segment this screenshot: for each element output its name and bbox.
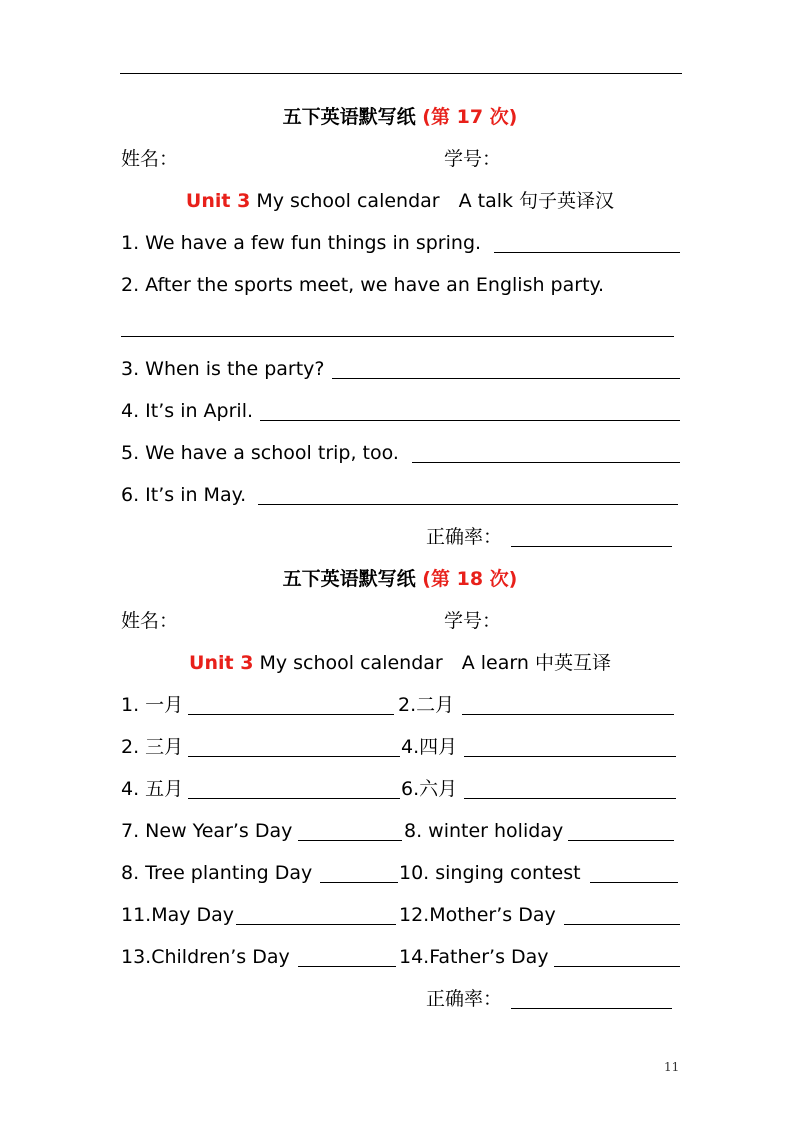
term-right: 14.Father’s Day — [399, 946, 549, 968]
sheet2-title-text: 五下英语默写纸 — [282, 568, 416, 590]
sheet2-accuracy — [0, 981, 800, 1017]
answer-line[interactable] — [121, 336, 674, 337]
answer-line[interactable] — [298, 966, 396, 967]
answer-line[interactable] — [260, 420, 680, 421]
sheet1-unit-title: My school calendar A talk 句子英译汉 — [256, 190, 615, 212]
sheet1-item-text: 3. When is the party? — [121, 358, 325, 380]
answer-line[interactable] — [462, 714, 674, 715]
answer-line[interactable] — [412, 462, 680, 463]
sheet1-item-text: 1. We have a few fun things in spring. — [121, 232, 482, 254]
sheet1-item — [0, 477, 800, 513]
sheet1-name-row — [0, 141, 800, 177]
term-left: 4. 五月 — [121, 778, 184, 800]
sheet1-item — [0, 435, 800, 471]
answer-line[interactable] — [320, 882, 398, 883]
sheet1-item — [0, 393, 800, 429]
term-left: 1. 一月 — [121, 694, 184, 716]
answer-line[interactable] — [564, 924, 680, 925]
answer-line[interactable] — [236, 924, 396, 925]
sheet2-pair-row — [0, 939, 800, 975]
sheet1-title — [0, 99, 800, 135]
sheet1-accuracy — [0, 519, 800, 555]
answer-line[interactable] — [494, 252, 680, 253]
sheet1-accuracy-label: 正确率： — [426, 526, 503, 548]
sheet2-pair-row — [0, 687, 800, 723]
term-right: 8. winter holiday — [404, 820, 564, 842]
accuracy-line[interactable] — [511, 546, 672, 547]
answer-line[interactable] — [298, 840, 402, 841]
answer-line[interactable] — [188, 798, 400, 799]
sheet1-title-text: 五下英语默写纸 — [282, 106, 416, 128]
page-number: 11 — [664, 1060, 680, 1074]
term-right: 10. singing contest — [399, 862, 581, 884]
term-left: 8. Tree planting Day — [121, 862, 313, 884]
answer-line[interactable] — [464, 756, 676, 757]
answer-line[interactable] — [332, 378, 680, 379]
sheet1-unit-heading — [0, 183, 800, 219]
sheet2-title — [0, 561, 800, 597]
sheet1-item — [0, 267, 800, 303]
sheet1-item-text: 6. It’s in May. — [121, 484, 247, 506]
term-right: 4.四月 — [401, 736, 458, 758]
answer-line[interactable] — [188, 714, 394, 715]
sheet1-unit-number: Unit 3 — [185, 190, 251, 212]
sheet2-unit-title: My school calendar A learn 中英互译 — [259, 652, 611, 674]
sheet1-item — [0, 351, 800, 387]
term-right: 12.Mother’s Day — [399, 904, 556, 926]
answer-line[interactable] — [464, 798, 676, 799]
sheet2-pair-row — [0, 771, 800, 807]
sheet2-pair-row — [0, 813, 800, 849]
answer-line[interactable] — [590, 882, 678, 883]
sheet1-item-text: 4. It’s in April. — [121, 400, 254, 422]
sheet2-pair-row — [0, 855, 800, 891]
sheet1-item-text: 5. We have a school trip, too. — [121, 442, 399, 464]
term-right: 2.二月 — [398, 694, 455, 716]
answer-line[interactable] — [188, 756, 400, 757]
sheet2-title-number: (第 18 次) — [422, 568, 518, 590]
sheet1-title-number: (第 17 次) — [422, 106, 518, 128]
sheet2-name-row — [0, 603, 800, 639]
header-rule — [120, 73, 682, 74]
sheet1-id-label: 学号： — [444, 148, 502, 170]
sheet2-pair-row — [0, 729, 800, 765]
sheet1-name-label: 姓名： — [121, 148, 179, 170]
sheet2-id-label: 学号： — [444, 610, 502, 632]
sheet2-name-label: 姓名： — [121, 610, 179, 632]
term-left: 2. 三月 — [121, 736, 184, 758]
sheet1-item-text: 2. After the sports meet, we have an English party. — [121, 274, 605, 296]
term-left: 13.Children’s Day — [121, 946, 290, 968]
sheet2-accuracy-label: 正确率： — [426, 988, 503, 1010]
sheet2-pair-row — [0, 897, 800, 933]
sheet2-unit-number: Unit 3 — [189, 652, 254, 674]
term-left: 7. New Year’s Day — [121, 820, 293, 842]
answer-line[interactable] — [554, 966, 680, 967]
answer-line[interactable] — [258, 504, 678, 505]
sheet1-item — [0, 225, 800, 261]
sheet1-item-extra-line — [0, 309, 800, 345]
accuracy-line[interactable] — [511, 1008, 672, 1009]
term-left: 11.May Day — [121, 904, 235, 926]
answer-line[interactable] — [568, 840, 674, 841]
term-right: 6.六月 — [401, 778, 458, 800]
sheet2-unit-heading — [0, 645, 800, 681]
